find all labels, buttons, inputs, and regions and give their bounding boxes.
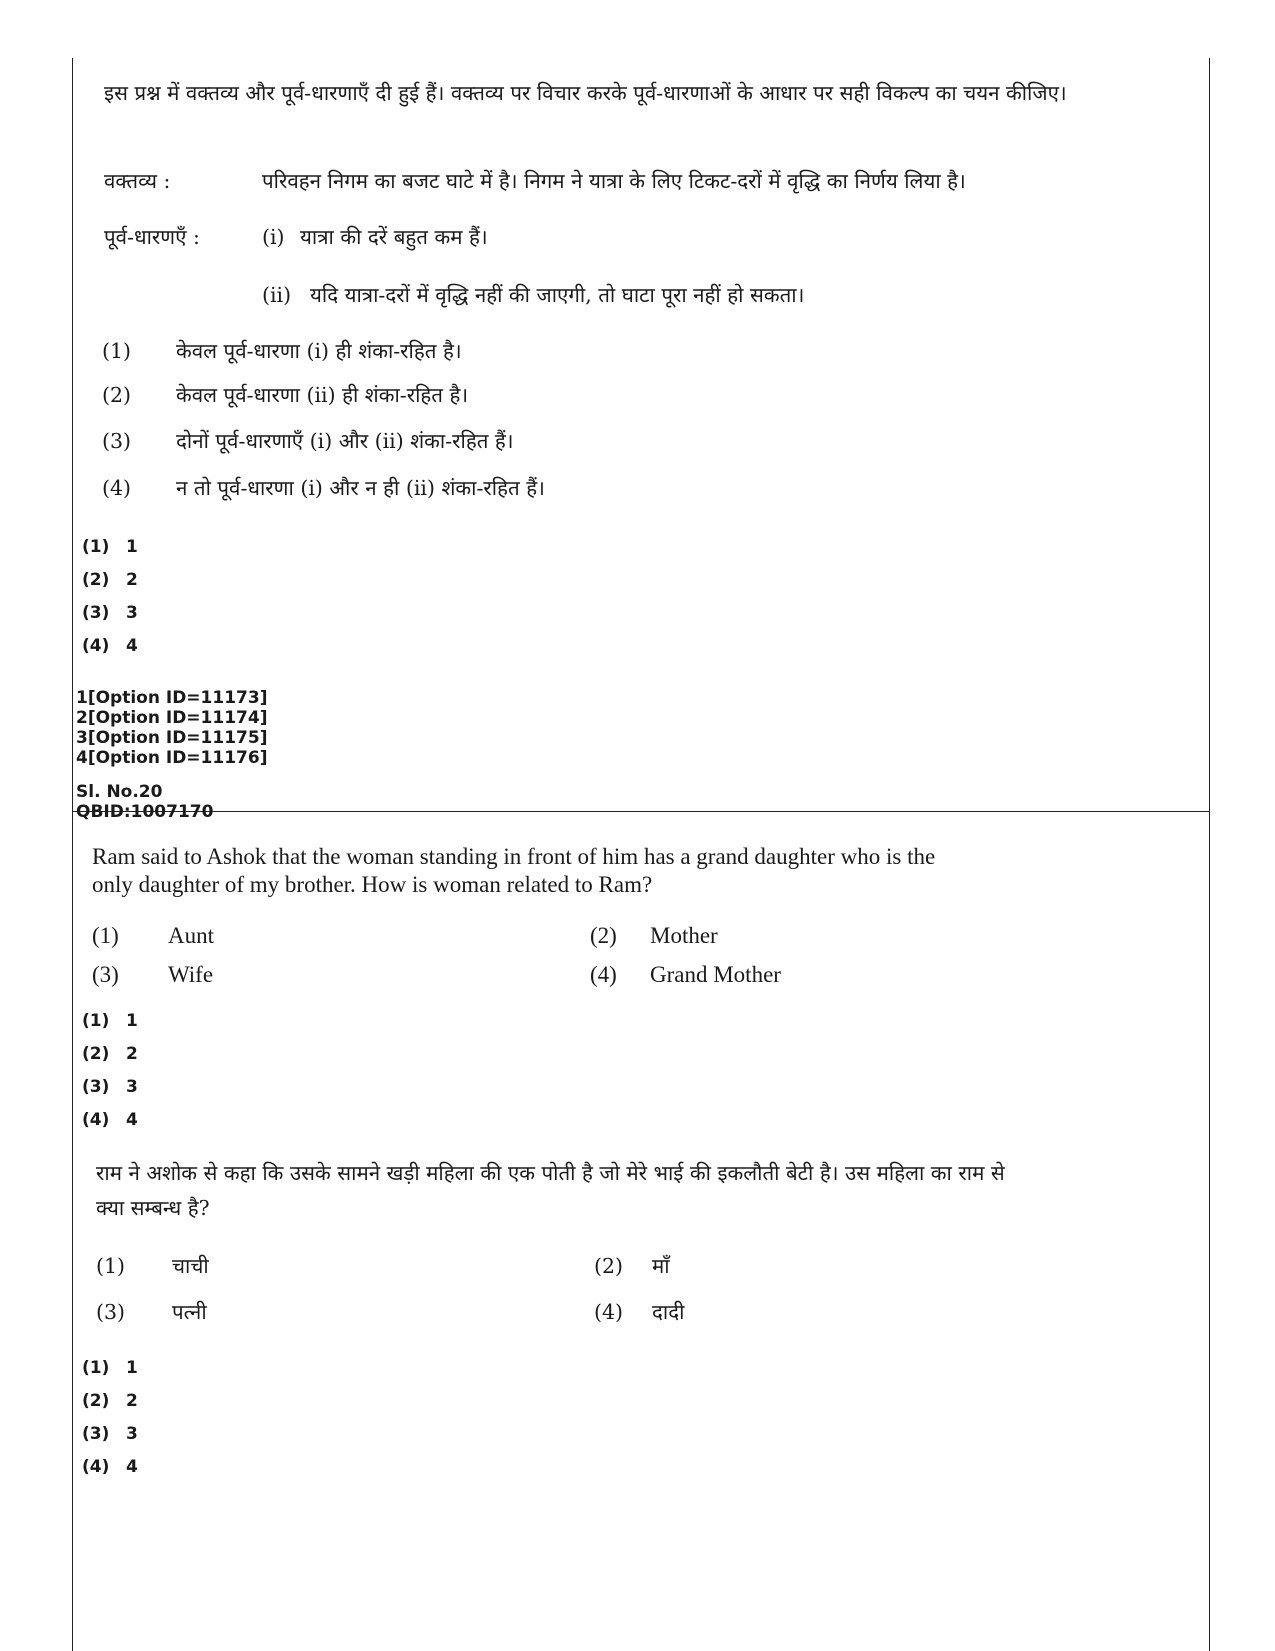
q19-option-id-4: 4[Option ID=11176] (76, 748, 268, 768)
answer-choice-value: 3 (126, 1424, 138, 1444)
answer-choice-num: (3) (82, 1077, 110, 1097)
q20-option-hi-4-num: (4) (594, 1300, 624, 1324)
q20-answer-choice-hi-3[interactable] (82, 1424, 138, 1444)
q20-answer-choice-hi-2[interactable] (82, 1391, 138, 1411)
q20-question-en-line2: only daughter of my brother. How is woman related to Ram? (92, 872, 653, 897)
answer-choice-value: 1 (126, 1358, 138, 1378)
q19-assumption-2-num: (ii) (262, 283, 292, 307)
q20-option-en-4-num: (4) (590, 962, 617, 987)
answer-choice-value: 3 (126, 1077, 138, 1097)
answer-choice-value: 2 (126, 1391, 138, 1411)
answer-choice-value: 4 (126, 1110, 138, 1130)
q19-assumption-1: यात्रा की दरें बहुत कम हैं। (300, 225, 488, 249)
q19-option-4: न तो पूर्व-धारणा (i) और न ही (ii) शंका-रहित हैं। (176, 476, 545, 500)
answer-choice-num: (3) (82, 1424, 110, 1444)
q20-answer-choice-en-3[interactable] (82, 1077, 138, 1097)
q20-option-en-1: Aunt (168, 923, 214, 948)
q19-statement-label: वक्तव्य : (104, 169, 171, 193)
question-divider (72, 811, 1210, 812)
q19-assumption-2: यदि यात्रा-दरों में वृद्धि नहीं की जाएगी, तो घाटा पूरा नहीं हो सकता। (310, 283, 805, 307)
q20-option-hi-2: माँ (652, 1254, 670, 1278)
q19-answer-choice-3[interactable] (82, 603, 138, 623)
answer-choice-num: (2) (82, 1391, 110, 1411)
q20-question-hi-line2: क्या सम्बन्ध है? (96, 1196, 210, 1220)
q20-option-en-3-num: (3) (92, 962, 119, 987)
q20-answer-choice-en-1[interactable] (82, 1011, 138, 1031)
answer-choice-num: (3) (82, 603, 110, 623)
answer-choice-num: (1) (82, 1358, 110, 1378)
answer-choice-value: 1 (126, 1011, 138, 1031)
q19-assumptions-label: पूर्व-धारणएँ : (104, 225, 200, 249)
q20-answer-choice-en-2[interactable] (82, 1044, 138, 1064)
q20-question-en-line1: Ram said to Ashok that the woman standing in front of him has a grand daughter who is the (92, 844, 936, 869)
answer-choice-value: 4 (126, 636, 138, 656)
answer-choice-num: (1) (82, 537, 110, 557)
q20-option-en-2-num: (2) (590, 923, 617, 948)
q20-answer-choice-hi-4[interactable] (82, 1457, 138, 1477)
q20-option-hi-1: चाची (172, 1254, 209, 1278)
q20-option-en-3: Wife (168, 962, 214, 987)
q19-statement: परिवहन निगम का बजट घाटे में है। निगम ने यात्रा के लिए टिकट-दरों में वृद्धि का निर्णय लिया है। (262, 169, 966, 193)
q20-option-hi-2-num: (2) (594, 1254, 624, 1278)
q19-option-id-1: 1[Option ID=11173] (76, 688, 268, 708)
q19-option-2-num: (2) (102, 383, 132, 407)
q20-option-en-4: Grand Mother (650, 962, 781, 987)
q20-qbid: QBID:1007170 (76, 802, 214, 822)
q20-answer-choice-en-4[interactable] (82, 1110, 138, 1130)
q19-answer-choice-2[interactable] (82, 570, 138, 590)
q20-option-hi-4: दादी (652, 1300, 685, 1324)
q19-option-3-num: (3) (102, 429, 132, 453)
q20-option-en-2: Mother (650, 923, 718, 948)
q20-option-en-1-num: (1) (92, 923, 119, 948)
q20-option-hi-3: पत्नी (172, 1300, 207, 1324)
q19-option-id-2: 2[Option ID=11174] (76, 708, 268, 728)
q19-instruction: इस प्रश्न में वक्तव्य और पूर्व-धारणाएँ दी हुई हैं। वक्तव्य पर विचार करके पूर्व-धारणाओं के आधार पर सही विकल्प का चयन कीजिए। (104, 81, 1067, 105)
answer-choice-num: (4) (82, 1110, 110, 1130)
answer-choice-num: (4) (82, 636, 110, 656)
q20-question-hi-line1: राम ने अशोक से कहा कि उसके सामने खड़ी महिला की एक पोती है जो मेरे भाई की इकलौती बेटी है। उस महिला का राम से (96, 1161, 1005, 1185)
q19-option-id-3: 3[Option ID=11175] (76, 728, 268, 748)
q19-answer-choice-4[interactable] (82, 636, 138, 656)
answer-choice-num: (2) (82, 570, 110, 590)
q19-assumption-1-num: (i) (262, 225, 285, 249)
q20-sl-no: Sl. No.20 (76, 782, 163, 802)
answer-choice-value: 3 (126, 603, 138, 623)
q19-option-2: केवल पूर्व-धारणा (ii) ही शंका-रहित है। (176, 383, 469, 407)
q20-option-hi-1-num: (1) (96, 1254, 126, 1278)
answer-choice-value: 4 (126, 1457, 138, 1477)
answer-choice-num: (4) (82, 1457, 110, 1477)
answer-choice-num: (2) (82, 1044, 110, 1064)
q19-option-1: केवल पूर्व-धारणा (i) ही शंका-रहित है। (176, 339, 462, 363)
q19-option-1-num: (1) (102, 339, 132, 363)
q19-option-3: दोनों पूर्व-धारणाएँ (i) और (ii) शंका-रहित हैं। (176, 429, 514, 453)
answer-choice-value: 2 (126, 570, 138, 590)
q20-option-hi-3-num: (3) (96, 1300, 126, 1324)
q19-answer-choice-1[interactable] (82, 537, 138, 557)
q20-answer-choice-hi-1[interactable] (82, 1358, 138, 1378)
answer-choice-value: 1 (126, 537, 138, 557)
answer-choice-num: (1) (82, 1011, 110, 1031)
q19-option-4-num: (4) (102, 476, 132, 500)
answer-choice-value: 2 (126, 1044, 138, 1064)
